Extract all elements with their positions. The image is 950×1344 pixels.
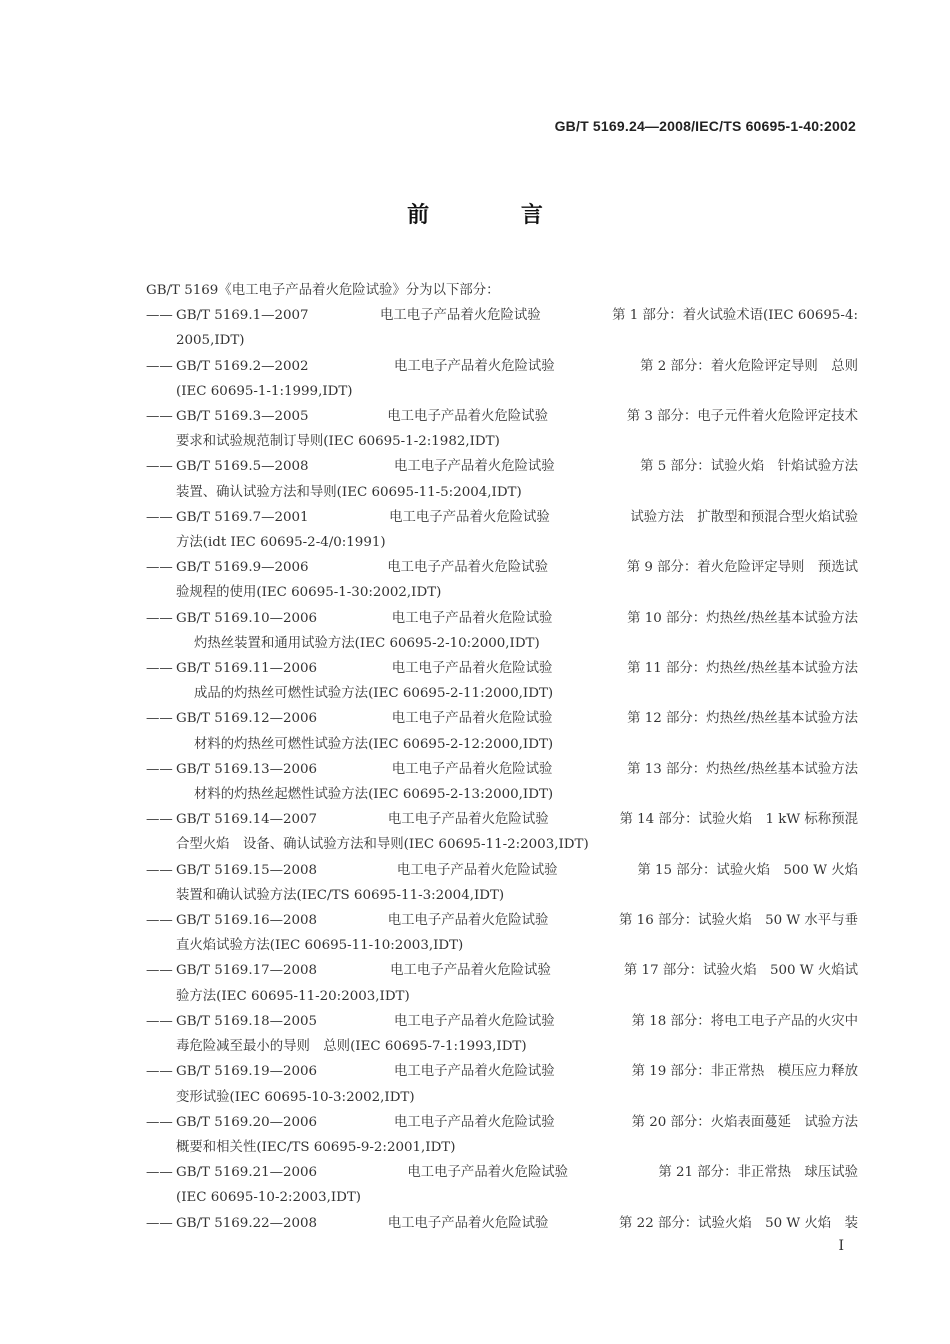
- list-item: [146, 555, 858, 605]
- entry-standard-number: GB/T 5169.11—2006: [176, 661, 318, 677]
- entry-title: 电工电子产品着火危险试验: [387, 1215, 549, 1231]
- entry-part: 试验方法 扩散型和预混合型火焰试验: [630, 509, 858, 525]
- entry-part: 第 3 部分：电子元件着火危险评定技术: [626, 409, 858, 425]
- entry-standard-number: GB/T 5169.13—2006: [176, 761, 318, 777]
- list-dash: ——: [146, 661, 173, 677]
- list-item: [146, 354, 858, 404]
- entry-first-line: [176, 1059, 858, 1084]
- list-item: [146, 656, 858, 706]
- entry-continuation: 直火焰试验方法(IEC 60695-11-10:2003,IDT): [176, 938, 464, 954]
- entry-part: 第 2 部分：着火危险评定导则 总则: [640, 358, 858, 374]
- entry-first-line: [176, 757, 858, 782]
- entry-first-line: [176, 706, 858, 731]
- entry-title: 电工电子产品着火危险试验: [393, 358, 555, 374]
- list-item: [146, 1110, 858, 1160]
- entry-first-line: [176, 807, 858, 832]
- list-dash: ——: [146, 1064, 173, 1080]
- entry-continuation: 2005,IDT): [176, 333, 245, 349]
- entry-continuation: (IEC 60695-10-2:2003,IDT): [176, 1190, 362, 1206]
- entry-continuation: 验方法(IEC 60695-11-20:2003,IDT): [176, 988, 410, 1004]
- list-dash: ——: [146, 1215, 173, 1231]
- entry-title: 电工电子产品着火危险试验: [396, 862, 558, 878]
- list-item: [146, 858, 858, 908]
- list-item: [146, 1211, 858, 1236]
- entry-title: 电工电子产品着火危险试验: [393, 1114, 555, 1130]
- list-dash: ——: [146, 1165, 173, 1181]
- entry-part: 第 19 部分：非正常热 模压应力释放: [631, 1064, 858, 1080]
- entry-part: 第 18 部分：将电工电子产品的火灾中: [631, 1013, 858, 1029]
- list-dash: ——: [146, 963, 173, 979]
- entry-continuation: 装置、确认试验方法和导则(IEC 60695-11-5:2004,IDT): [176, 484, 522, 500]
- entry-part: 第 1 部分：着火试验术语(IEC 60695-4:: [612, 308, 858, 324]
- list-dash: ——: [146, 459, 173, 475]
- entry-part: 第 12 部分：灼热丝/热丝基本试验方法: [627, 711, 858, 727]
- list-dash: ——: [146, 1114, 173, 1130]
- entry-title: 电工电子产品着火危险试验: [407, 1165, 569, 1181]
- entry-part: 第 10 部分：灼热丝/热丝基本试验方法: [627, 610, 858, 626]
- entry-continuation: 变形试验(IEC 60695-10-3:2002,IDT): [176, 1089, 415, 1105]
- entry-first-line: [176, 505, 858, 530]
- list-item: [146, 454, 858, 504]
- list-dash: ——: [146, 509, 173, 525]
- standards-list: [146, 303, 858, 1236]
- entry-title: 电工电子产品着火危险试验: [393, 1064, 555, 1080]
- entry-title: 电工电子产品着火危险试验: [393, 459, 555, 475]
- entry-first-line: [176, 1211, 858, 1236]
- entry-first-line: [176, 1160, 858, 1185]
- entry-part: 第 21 部分：非正常热 球压试验: [658, 1165, 858, 1181]
- entry-part: 第 20 部分：火焰表面蔓延 试验方法: [631, 1114, 858, 1130]
- entry-title: 电工电子产品着火危险试验: [387, 812, 549, 828]
- list-dash: ——: [146, 812, 173, 828]
- entry-continuation: 合型火焰 设备、确认试验方法和导则(IEC 60695-11-2:2003,IDT): [176, 837, 589, 853]
- entry-standard-number: GB/T 5169.19—2006: [176, 1064, 318, 1080]
- entry-continuation: 概要和相关性(IEC/TS 60695-9-2:2001,IDT): [176, 1139, 456, 1155]
- list-item: [146, 958, 858, 1008]
- foreword-body: [146, 278, 858, 1236]
- list-dash: ——: [146, 761, 173, 777]
- entry-standard-number: GB/T 5169.20—2006: [176, 1114, 318, 1130]
- entry-part: 第 11 部分：灼热丝/热丝基本试验方法: [627, 661, 858, 677]
- entry-standard-number: GB/T 5169.22—2008: [176, 1215, 318, 1231]
- entry-title: 电工电子产品着火危险试验: [391, 711, 553, 727]
- entry-first-line: [176, 606, 858, 631]
- entry-title: 电工电子产品着火危险试验: [391, 610, 553, 626]
- list-item: [146, 505, 858, 555]
- entry-first-line: [176, 958, 858, 983]
- list-dash: ——: [146, 308, 173, 324]
- list-dash: ——: [146, 560, 173, 576]
- standard-code-header: GB/T 5169.24—2008/IEC/TS 60695-1-40:2002: [554, 118, 856, 134]
- entry-standard-number: GB/T 5169.21—2006: [176, 1165, 318, 1181]
- entry-first-line: [176, 1009, 858, 1034]
- list-dash: ——: [146, 610, 173, 626]
- entry-standard-number: GB/T 5169.18—2005: [176, 1013, 318, 1029]
- entry-standard-number: GB/T 5169.14—2007: [176, 812, 318, 828]
- entry-first-line: [176, 656, 858, 681]
- entry-title: 电工电子产品着火危险试验: [391, 661, 553, 677]
- entry-part: 第 22 部分：试验火焰 50 W 火焰 装: [619, 1215, 858, 1231]
- entry-continuation: (IEC 60695-1-1:1999,IDT): [176, 383, 353, 399]
- entry-first-line: [176, 555, 858, 580]
- list-item: [146, 606, 858, 656]
- page-title: 前 言: [407, 203, 585, 228]
- list-dash: ——: [146, 409, 173, 425]
- list-dash: ——: [146, 358, 173, 374]
- entry-continuation: 材料的灼热丝起燃性试验方法(IEC 60695-2-13:2000,IDT): [194, 787, 554, 803]
- entry-continuation: 材料的灼热丝可燃性试验方法(IEC 60695-2-12:2000,IDT): [194, 736, 554, 752]
- entry-part: 第 9 部分：着火危险评定导则 预选试: [626, 560, 858, 576]
- entry-title: 电工电子产品着火危险试验: [393, 1013, 555, 1029]
- page-number: I: [838, 1238, 844, 1254]
- entry-standard-number: GB/T 5169.17—2008: [176, 963, 318, 979]
- entry-continuation: 验规程的使用(IEC 60695-1-30:2002,IDT): [176, 585, 442, 601]
- entry-first-line: [176, 303, 858, 328]
- entry-standard-number: GB/T 5169.2—2002: [176, 358, 309, 374]
- entry-first-line: [176, 404, 858, 429]
- entry-title: 电工电子产品着火危险试验: [391, 761, 553, 777]
- list-item: [146, 303, 858, 353]
- entry-title: 电工电子产品着火危险试验: [379, 308, 541, 324]
- entry-part: 第 17 部分：试验火焰 500 W 火焰试: [623, 963, 858, 979]
- entry-part: 第 5 部分：试验火焰 针焰试验方法: [640, 459, 858, 475]
- entry-title: 电工电子产品着火危险试验: [390, 963, 551, 979]
- entry-first-line: [176, 354, 858, 379]
- list-dash: ——: [146, 711, 173, 727]
- entry-first-line: [176, 908, 858, 933]
- entry-continuation: 毒危险减至最小的导则 总则(IEC 60695-7-1:1993,IDT): [176, 1039, 527, 1055]
- entry-standard-number: GB/T 5169.3—2005: [176, 409, 309, 425]
- list-item: [146, 404, 858, 454]
- entry-standard-number: GB/T 5169.12—2006: [176, 711, 318, 727]
- list-item: [146, 1160, 858, 1210]
- entry-continuation: 灼热丝装置和通用试验方法(IEC 60695-2-10:2000,IDT): [194, 635, 540, 651]
- entry-standard-number: GB/T 5169.15—2008: [176, 862, 318, 878]
- list-dash: ——: [146, 913, 173, 929]
- entry-part: 第 15 部分：试验火焰 500 W 火焰: [637, 862, 858, 878]
- entry-continuation: 方法(idt IEC 60695-2-4/0:1991): [176, 535, 386, 551]
- entry-standard-number: GB/T 5169.5—2008: [176, 459, 309, 475]
- list-item: [146, 1009, 858, 1059]
- entry-standard-number: GB/T 5169.16—2008: [176, 913, 318, 929]
- entry-standard-number: GB/T 5169.9—2006: [176, 560, 309, 576]
- entry-part: 第 13 部分：灼热丝/热丝基本试验方法: [627, 761, 858, 777]
- list-dash: ——: [146, 862, 173, 878]
- list-item: [146, 1059, 858, 1109]
- entry-first-line: [176, 454, 858, 479]
- entry-part: 第 14 部分：试验火焰 1 kW 标称预混: [619, 812, 858, 828]
- entry-part: 第 16 部分：试验火焰 50 W 水平与垂: [619, 913, 858, 929]
- entry-standard-number: GB/T 5169.7—2001: [176, 509, 309, 525]
- intro-paragraph: GB/T 5169《电工电子产品着火危险试验》分为以下部分：: [146, 283, 500, 298]
- entry-title: 电工电子产品着火危险试验: [387, 409, 548, 425]
- entry-title: 电工电子产品着火危险试验: [389, 509, 550, 525]
- entry-standard-number: GB/T 5169.1—2007: [176, 308, 309, 324]
- list-item: [146, 706, 858, 756]
- entry-first-line: [176, 1110, 858, 1135]
- entry-continuation: 成品的灼热丝可燃性试验方法(IEC 60695-2-11:2000,IDT): [194, 686, 554, 702]
- entry-continuation: 装置和确认试验方法(IEC/TS 60695-11-3:2004,IDT): [176, 887, 505, 903]
- entry-first-line: [176, 858, 858, 883]
- entry-continuation: 要求和试验规范制订导则(IEC 60695-1-2:1982,IDT): [176, 434, 500, 450]
- list-item: [146, 908, 858, 958]
- list-dash: ——: [146, 1013, 173, 1029]
- entry-title: 电工电子产品着火危险试验: [387, 913, 549, 929]
- list-item: [146, 807, 858, 857]
- entry-title: 电工电子产品着火危险试验: [387, 560, 548, 576]
- entry-standard-number: GB/T 5169.10—2006: [176, 610, 318, 626]
- list-item: [146, 757, 858, 807]
